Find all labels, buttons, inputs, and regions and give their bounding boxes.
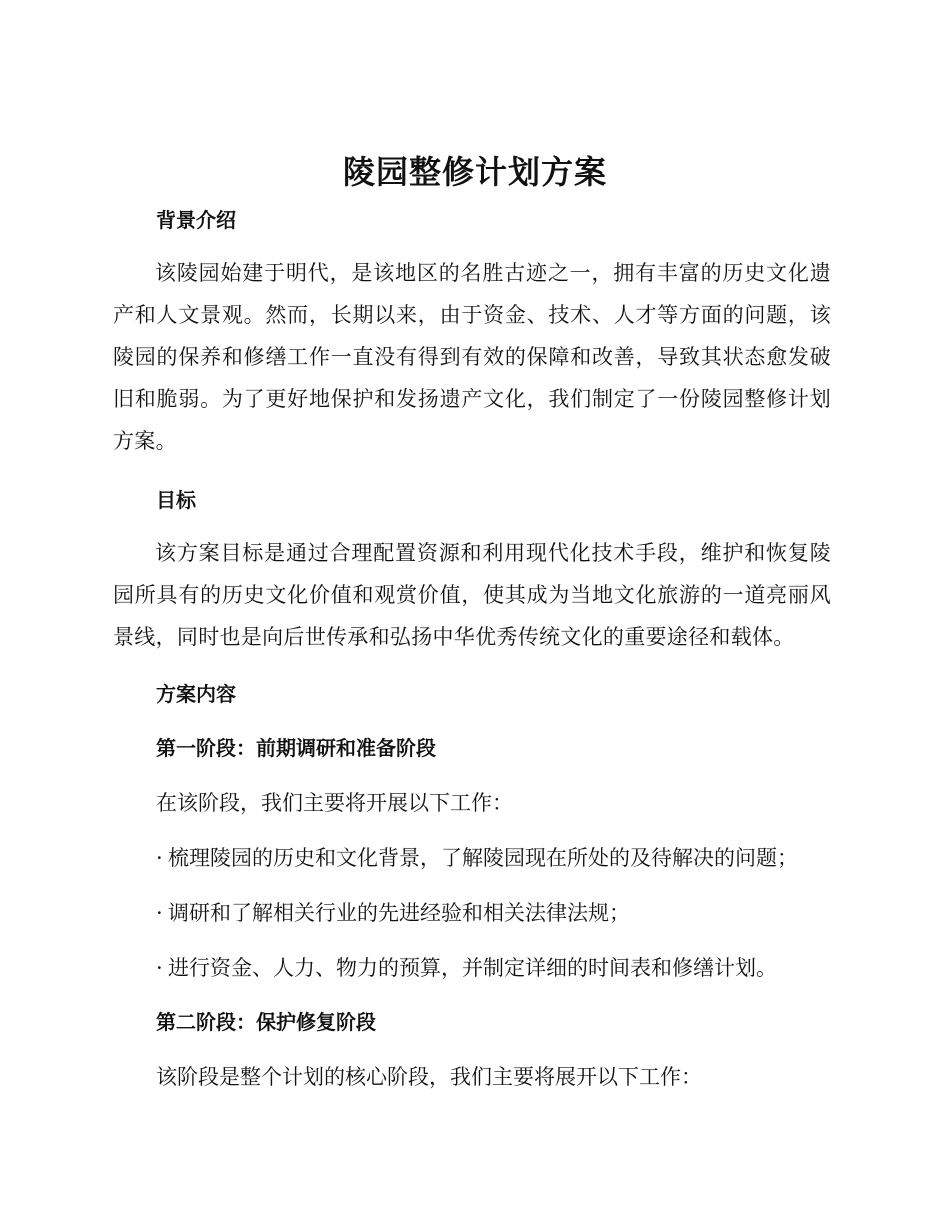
bullet-dot: ·	[156, 956, 163, 980]
paragraph-goal: 该方案目标是通过合理配置资源和利用现代化技术手段，维护和恢复陵园所具有的历史文化价值和观赏价值，使其成为当地文化旅游的一道亮丽风景线，同时也是向后世传承和弘扬中华优秀传统文化的重要途径和载体。	[113, 541, 831, 649]
phase1-intro: 在该阶段，我们主要将开展以下工作：	[156, 791, 513, 815]
list-item-text: 进行资金、人力、物力的预算，并制定详细的时间表和修缮计划。	[168, 956, 777, 980]
bullet-dot: ·	[156, 901, 163, 925]
heading-phase1: 第一阶段：前期调研和准备阶段	[156, 736, 436, 760]
document-title: 陵园整修计划方案	[342, 153, 607, 191]
list-item	[156, 953, 777, 983]
heading-goal: 目标	[156, 488, 196, 512]
paragraph-background: 该陵园始建于明代，是该地区的名胜古迹之一，拥有丰富的历史文化遗产和人文景观。然而，长期以来，由于资金、技术、人才等方面的问题，该陵园的保养和修缮工作一直没有得到有效的保障和改善，导致其状态愈发破旧和脆弱。为了更好地保护和发扬遗产文化，我们制定了一份陵园整修计划方案。	[113, 261, 831, 453]
bullet-dot: ·	[156, 846, 163, 870]
phase2-intro: 该阶段是整个计划的核心阶段，我们主要将展开以下工作：	[156, 1065, 702, 1089]
list-item-text: 梳理陵园的历史和文化背景，了解陵园现在所处的及待解决的问题；	[168, 846, 798, 870]
list-item	[156, 843, 798, 873]
heading-background: 背景介绍	[156, 208, 236, 232]
list-item-text: 调研和了解相关行业的先进经验和相关法律法规；	[168, 901, 630, 925]
heading-content: 方案内容	[156, 682, 236, 706]
list-item	[156, 898, 630, 928]
heading-phase2: 第二阶段：保护修复阶段	[156, 1010, 376, 1034]
